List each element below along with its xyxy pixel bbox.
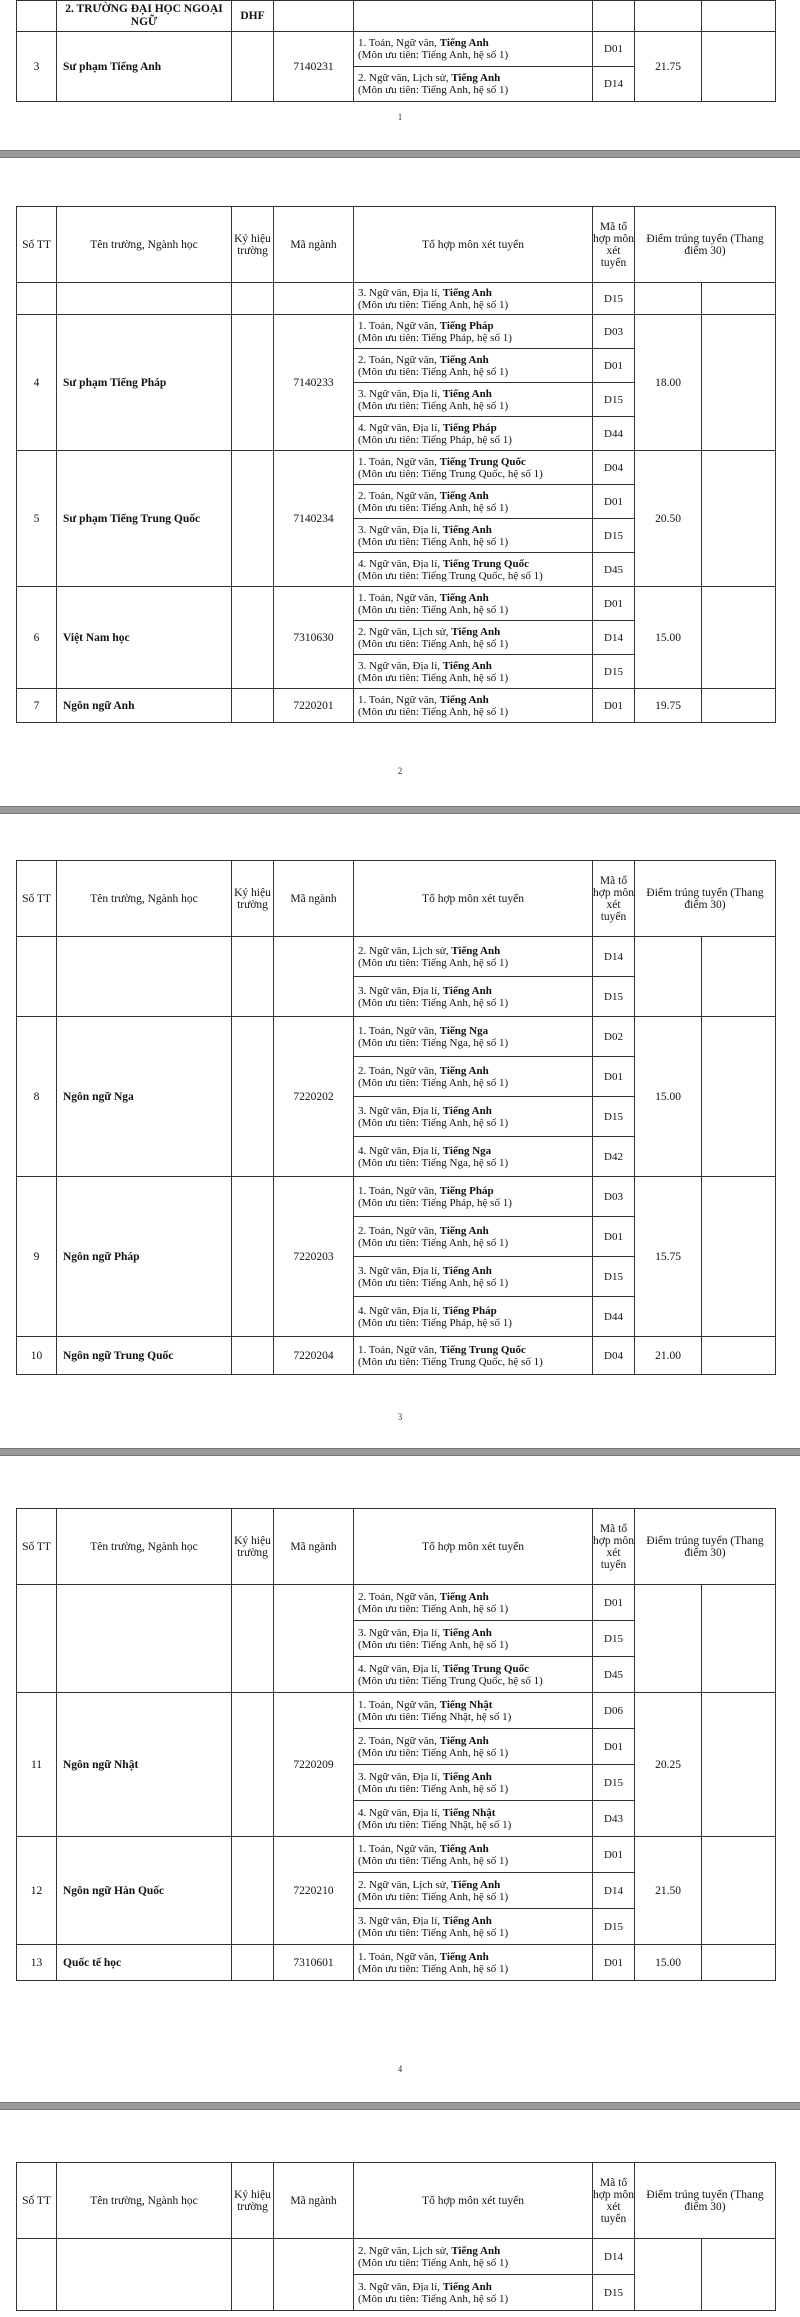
combo-code: D14 [593, 937, 635, 977]
combo-code: D02 [593, 1017, 635, 1057]
row-major-code: 7220210 [274, 1837, 354, 1945]
document-page-3 [0, 814, 800, 1448]
subject-combo: 1. Toán, Ngữ văn, Tiếng Trung Quốc (Môn ưu tiên: Tiếng Trung Quốc, hệ số 1) [354, 1337, 593, 1375]
admission-table-page-1 [16, 0, 776, 102]
table-row [17, 2239, 776, 2275]
row-score: 20.50 [635, 451, 702, 587]
header-stt: Số TT [17, 1509, 57, 1585]
table-row [17, 32, 776, 67]
table-header-row [17, 861, 776, 937]
combo-code: D01 [593, 349, 635, 383]
subject-combo: 3. Ngữ văn, Địa lí, Tiếng Anh (Môn ưu tiên: Tiếng Anh, hệ số 1) [354, 1097, 593, 1137]
row-score: 15.00 [635, 1945, 702, 1981]
subject-combo: 4. Ngữ văn, Địa lí, Tiếng Nhật (Môn ưu tiên: Tiếng Nhật, hệ số 1) [354, 1801, 593, 1837]
combo-code: D04 [593, 1337, 635, 1375]
row-stt: 10 [17, 1337, 57, 1375]
document-page-4 [0, 1456, 800, 2102]
row-major-name: Ngôn ngữ Trung Quốc [57, 1337, 232, 1375]
page-separator [0, 1448, 800, 1456]
admission-table-page-4 [16, 1508, 776, 1981]
combo-code: D14 [593, 2239, 635, 2275]
subject-combo: 3. Ngữ văn, Địa lí, Tiếng Anh (Môn ưu tiên: Tiếng Anh, hệ số 1) [354, 1621, 593, 1657]
subject-combo: 1. Toán, Ngữ văn, Tiếng Trung Quốc (Môn ưu tiên: Tiếng Trung Quốc, hệ số 1) [354, 451, 593, 485]
subject-combo: 2. Ngữ văn, Lịch sử, Tiếng Anh (Môn ưu tiên: Tiếng Anh, hệ số 1) [354, 67, 593, 102]
header-kyhieu: Ký hiệu trường [232, 2163, 274, 2239]
subject-combo: 1. Toán, Ngữ văn, Tiếng Anh (Môn ưu tiên: Tiếng Anh, hệ số 1) [354, 32, 593, 67]
combo-code: D44 [593, 417, 635, 451]
header-school: Tên trường, Ngành học [57, 861, 232, 937]
header-school: Tên trường, Ngành học [57, 207, 232, 283]
page-number: 4 [397, 2064, 403, 2074]
row-score: 15.00 [635, 587, 702, 689]
combo-code: D01 [593, 32, 635, 67]
subject-combo: 1. Toán, Ngữ văn, Tiếng Anh (Môn ưu tiên: Tiếng Anh, hệ số 1) [354, 587, 593, 621]
table-row [17, 1693, 776, 1729]
header-mato: Mã tổ hợp môn xét tuyển [593, 1509, 635, 1585]
subject-combo: 3. Ngữ văn, Địa lí, Tiếng Anh (Môn ưu tiên: Tiếng Anh, hệ số 1) [354, 977, 593, 1017]
row-major-code: 7220201 [274, 689, 354, 723]
header-diem: Điểm trúng tuyển (Thang điểm 30) [635, 207, 776, 283]
row-major-code: 7220203 [274, 1177, 354, 1337]
header-mato: Mã tổ hợp môn xét tuyển [593, 207, 635, 283]
subject-combo: 1. Toán, Ngữ văn, Tiếng Anh (Môn ưu tiên: Tiếng Anh, hệ số 1) [354, 689, 593, 723]
row-major-name: Việt Nam học [57, 587, 232, 689]
row-major-name: Quốc tế học [57, 1945, 232, 1981]
row-score: 19.75 [635, 689, 702, 723]
table-row [17, 451, 776, 485]
combo-code: D01 [593, 485, 635, 519]
subject-combo: 2. Toán, Ngữ văn, Tiếng Anh (Môn ưu tiên: Tiếng Anh, hệ số 1) [354, 1729, 593, 1765]
document-page-1 [0, 0, 800, 150]
row-stt: 9 [17, 1177, 57, 1337]
subject-combo: 3. Ngữ văn, Địa lí, Tiếng Anh (Môn ưu tiên: Tiếng Anh, hệ số 1) [354, 519, 593, 553]
subject-combo: 1. Toán, Ngữ văn, Tiếng Pháp (Môn ưu tiên: Tiếng Pháp, hệ số 1) [354, 315, 593, 349]
header-school: Tên trường, Ngành học [57, 2163, 232, 2239]
row-major-code: 7140234 [274, 451, 354, 587]
row-score: 21.50 [635, 1837, 702, 1945]
combo-code: D01 [593, 1945, 635, 1981]
table-header-row [17, 207, 776, 283]
subject-combo: 2. Ngữ văn, Lịch sử, Tiếng Anh (Môn ưu tiên: Tiếng Anh, hệ số 1) [354, 937, 593, 977]
row-score: 20.25 [635, 1693, 702, 1837]
subject-combo: 3. Ngữ văn, Địa lí, Tiếng Anh (Môn ưu tiên: Tiếng Anh, hệ số 1) [354, 2275, 593, 2311]
combo-code: D15 [593, 1621, 635, 1657]
subject-combo: 3. Ngữ văn, Địa lí, Tiếng Anh (Môn ưu tiên: Tiếng Anh, hệ số 1) [354, 383, 593, 417]
subject-combo: 3. Ngữ văn, Địa lí, Tiếng Anh (Môn ưu tiên: Tiếng Anh, hệ số 1) [354, 1765, 593, 1801]
combo-code: D44 [593, 1297, 635, 1337]
combo-code: D03 [593, 1177, 635, 1217]
header-diem: Điểm trúng tuyển (Thang điểm 30) [635, 861, 776, 937]
row-stt: 8 [17, 1017, 57, 1177]
header-manganh: Mã ngành [274, 861, 354, 937]
combo-code: D01 [593, 689, 635, 723]
subject-combo: 2. Toán, Ngữ văn, Tiếng Anh (Môn ưu tiên: Tiếng Anh, hệ số 1) [354, 1217, 593, 1257]
blank-cell [17, 1, 57, 32]
subject-combo: 1. Toán, Ngữ văn, Tiếng Nga (Môn ưu tiên: Tiếng Nga, hệ số 1) [354, 1017, 593, 1057]
subject-combo: 1. Toán, Ngữ văn, Tiếng Anh (Môn ưu tiên: Tiếng Anh, hệ số 1) [354, 1945, 593, 1981]
admission-table-page-3 [16, 860, 776, 1375]
subject-combo: 4. Ngữ văn, Địa lí, Tiếng Nga (Môn ưu tiên: Tiếng Nga, hệ số 1) [354, 1137, 593, 1177]
row-major-code: 7220202 [274, 1017, 354, 1177]
header-kyhieu: Ký hiệu trường [232, 207, 274, 283]
row-score: 18.00 [635, 315, 702, 451]
row-major-name: Sư phạm Tiếng Pháp [57, 315, 232, 451]
row-stt: 4 [17, 315, 57, 451]
header-kyhieu: Ký hiệu trường [232, 1509, 274, 1585]
document-page-5 [0, 2110, 800, 2317]
combo-code: D14 [593, 67, 635, 102]
header-tohop: Tổ hợp môn xét tuyển [354, 2163, 593, 2239]
admission-table-page-2 [16, 206, 776, 723]
table-row [17, 315, 776, 349]
combo-code: D01 [593, 1585, 635, 1621]
subject-combo: 1. Toán, Ngữ văn, Tiếng Anh (Môn ưu tiên: Tiếng Anh, hệ số 1) [354, 1837, 593, 1873]
combo-code: D15 [593, 383, 635, 417]
header-tohop: Tổ hợp môn xét tuyển [354, 1509, 593, 1585]
combo-code: D01 [593, 1217, 635, 1257]
subject-combo: 2. Ngữ văn, Lịch sử, Tiếng Anh (Môn ưu tiên: Tiếng Anh, hệ số 1) [354, 621, 593, 655]
header-stt: Số TT [17, 861, 57, 937]
subject-combo: 4. Ngữ văn, Địa lí, Tiếng Pháp (Môn ưu tiên: Tiếng Pháp, hệ số 1) [354, 417, 593, 451]
combo-code: D15 [593, 2275, 635, 2311]
page-separator [0, 150, 800, 158]
subject-combo: 2. Toán, Ngữ văn, Tiếng Anh (Môn ưu tiên: Tiếng Anh, hệ số 1) [354, 1585, 593, 1621]
row-score: 21.75 [635, 32, 702, 102]
table-row [17, 1585, 776, 1621]
header-diem: Điểm trúng tuyển (Thang điểm 30) [635, 2163, 776, 2239]
header-manganh: Mã ngành [274, 207, 354, 283]
combo-code: D03 [593, 315, 635, 349]
page-number: 1 [397, 112, 403, 122]
header-manganh: Mã ngành [274, 2163, 354, 2239]
subject-combo: 3. Ngữ văn, Địa lí, Tiếng Anh (Môn ưu tiên: Tiếng Anh, hệ số 1) [354, 1257, 593, 1297]
header-stt: Số TT [17, 207, 57, 283]
subject-combo: 3. Ngữ văn, Địa lí, Tiếng Anh (Môn ưu tiên: Tiếng Anh, hệ số 1) [354, 283, 593, 315]
subject-combo: 4. Ngữ văn, Địa lí, Tiếng Trung Quốc (Môn ưu tiên: Tiếng Trung Quốc, hệ số 1) [354, 553, 593, 587]
row-major-name: Ngôn ngữ Anh [57, 689, 232, 723]
combo-code: D06 [593, 1693, 635, 1729]
header-school: Tên trường, Ngành học [57, 1509, 232, 1585]
combo-code: D04 [593, 451, 635, 485]
row-major-code: 7220204 [274, 1337, 354, 1375]
admission-table-page-5 [16, 2162, 776, 2311]
subject-combo: 4. Ngữ văn, Địa lí, Tiếng Trung Quốc (Môn ưu tiên: Tiếng Trung Quốc, hệ số 1) [354, 1657, 593, 1693]
row-major-name: Ngôn ngữ Pháp [57, 1177, 232, 1337]
combo-code: D14 [593, 1873, 635, 1909]
combo-code: D15 [593, 283, 635, 315]
table-row [17, 1837, 776, 1873]
combo-code: D01 [593, 1837, 635, 1873]
row-major-code: 7310630 [274, 587, 354, 689]
row-major-code: 7310601 [274, 1945, 354, 1981]
school-name: 2. TRƯỜNG ĐẠI HỌC NGOẠI NGỮ [57, 1, 232, 32]
row-stt: 12 [17, 1837, 57, 1945]
subject-combo: 3. Ngữ văn, Địa lí, Tiếng Anh (Môn ưu tiên: Tiếng Anh, hệ số 1) [354, 1909, 593, 1945]
combo-code: D15 [593, 1097, 635, 1137]
table-row [17, 587, 776, 621]
page-separator [0, 806, 800, 814]
page-number: 2 [397, 766, 403, 776]
table-row [17, 1177, 776, 1217]
subject-combo: 1. Toán, Ngữ văn, Tiếng Pháp (Môn ưu tiên: Tiếng Pháp, hệ số 1) [354, 1177, 593, 1217]
table-row [17, 1337, 776, 1375]
row-stt: 6 [17, 587, 57, 689]
combo-code: D15 [593, 1909, 635, 1945]
subject-combo: 2. Toán, Ngữ văn, Tiếng Anh (Môn ưu tiên: Tiếng Anh, hệ số 1) [354, 349, 593, 383]
row-score: 21.00 [635, 1337, 702, 1375]
row-major-name: Ngôn ngữ Nhật [57, 1693, 232, 1837]
row-stt: 3 [17, 32, 57, 102]
table-row [17, 1017, 776, 1057]
header-tohop: Tổ hợp môn xét tuyển [354, 207, 593, 283]
row-major-name: Ngôn ngữ Hàn Quốc [57, 1837, 232, 1945]
subject-combo: 2. Toán, Ngữ văn, Tiếng Anh (Môn ưu tiên: Tiếng Anh, hệ số 1) [354, 1057, 593, 1097]
table-row [17, 689, 776, 723]
combo-code: D14 [593, 621, 635, 655]
row-stt: 7 [17, 689, 57, 723]
combo-code: D45 [593, 1657, 635, 1693]
header-manganh: Mã ngành [274, 1509, 354, 1585]
header-tohop: Tổ hợp môn xét tuyển [354, 861, 593, 937]
subject-combo: 2. Ngữ văn, Lịch sử, Tiếng Anh (Môn ưu tiên: Tiếng Anh, hệ số 1) [354, 1873, 593, 1909]
page-separator [0, 2102, 800, 2110]
combo-code: D15 [593, 519, 635, 553]
combo-code: D15 [593, 655, 635, 689]
header-mato: Mã tổ hợp môn xét tuyển [593, 861, 635, 937]
row-stt: 13 [17, 1945, 57, 1981]
row-major-name: Sư phạm Tiếng Trung Quốc [57, 451, 232, 587]
combo-code: D15 [593, 1257, 635, 1297]
combo-code: D01 [593, 1057, 635, 1097]
row-major-code: 7140231 [274, 32, 354, 102]
table-row [17, 283, 776, 315]
header-diem: Điểm trúng tuyển (Thang điểm 30) [635, 1509, 776, 1585]
subject-combo: 2. Ngữ văn, Lịch sử, Tiếng Anh (Môn ưu tiên: Tiếng Anh, hệ số 1) [354, 2239, 593, 2275]
row-stt: 5 [17, 451, 57, 587]
header-kyhieu: Ký hiệu trường [232, 861, 274, 937]
subject-combo: 4. Ngữ văn, Địa lí, Tiếng Pháp (Môn ưu tiên: Tiếng Pháp, hệ số 1) [354, 1297, 593, 1337]
row-major-code: 7220209 [274, 1693, 354, 1837]
combo-code: D45 [593, 553, 635, 587]
row-stt: 11 [17, 1693, 57, 1837]
combo-code: D42 [593, 1137, 635, 1177]
row-major-name: Ngôn ngữ Nga [57, 1017, 232, 1177]
table-row [17, 937, 776, 977]
header-mato: Mã tổ hợp môn xét tuyển [593, 2163, 635, 2239]
combo-code: D15 [593, 977, 635, 1017]
page-number: 3 [397, 1412, 403, 1422]
row-major-code: 7140233 [274, 315, 354, 451]
header-stt: Số TT [17, 2163, 57, 2239]
combo-code: D01 [593, 1729, 635, 1765]
combo-code: D15 [593, 1765, 635, 1801]
combo-code: D43 [593, 1801, 635, 1837]
subject-combo: 2. Toán, Ngữ văn, Tiếng Anh (Môn ưu tiên: Tiếng Anh, hệ số 1) [354, 485, 593, 519]
row-score: 15.00 [635, 1017, 702, 1177]
subject-combo: 3. Ngữ văn, Địa lí, Tiếng Anh (Môn ưu tiên: Tiếng Anh, hệ số 1) [354, 655, 593, 689]
row-score: 15.75 [635, 1177, 702, 1337]
document-page-2 [0, 158, 800, 806]
school-code: DHF [232, 1, 274, 32]
table-header-row [17, 1509, 776, 1585]
table-row [17, 1945, 776, 1981]
combo-code: D01 [593, 587, 635, 621]
table-header-row [17, 2163, 776, 2239]
row-major-name: Sư phạm Tiếng Anh [57, 32, 232, 102]
subject-combo: 1. Toán, Ngữ văn, Tiếng Nhật (Môn ưu tiên: Tiếng Nhật, hệ số 1) [354, 1693, 593, 1729]
